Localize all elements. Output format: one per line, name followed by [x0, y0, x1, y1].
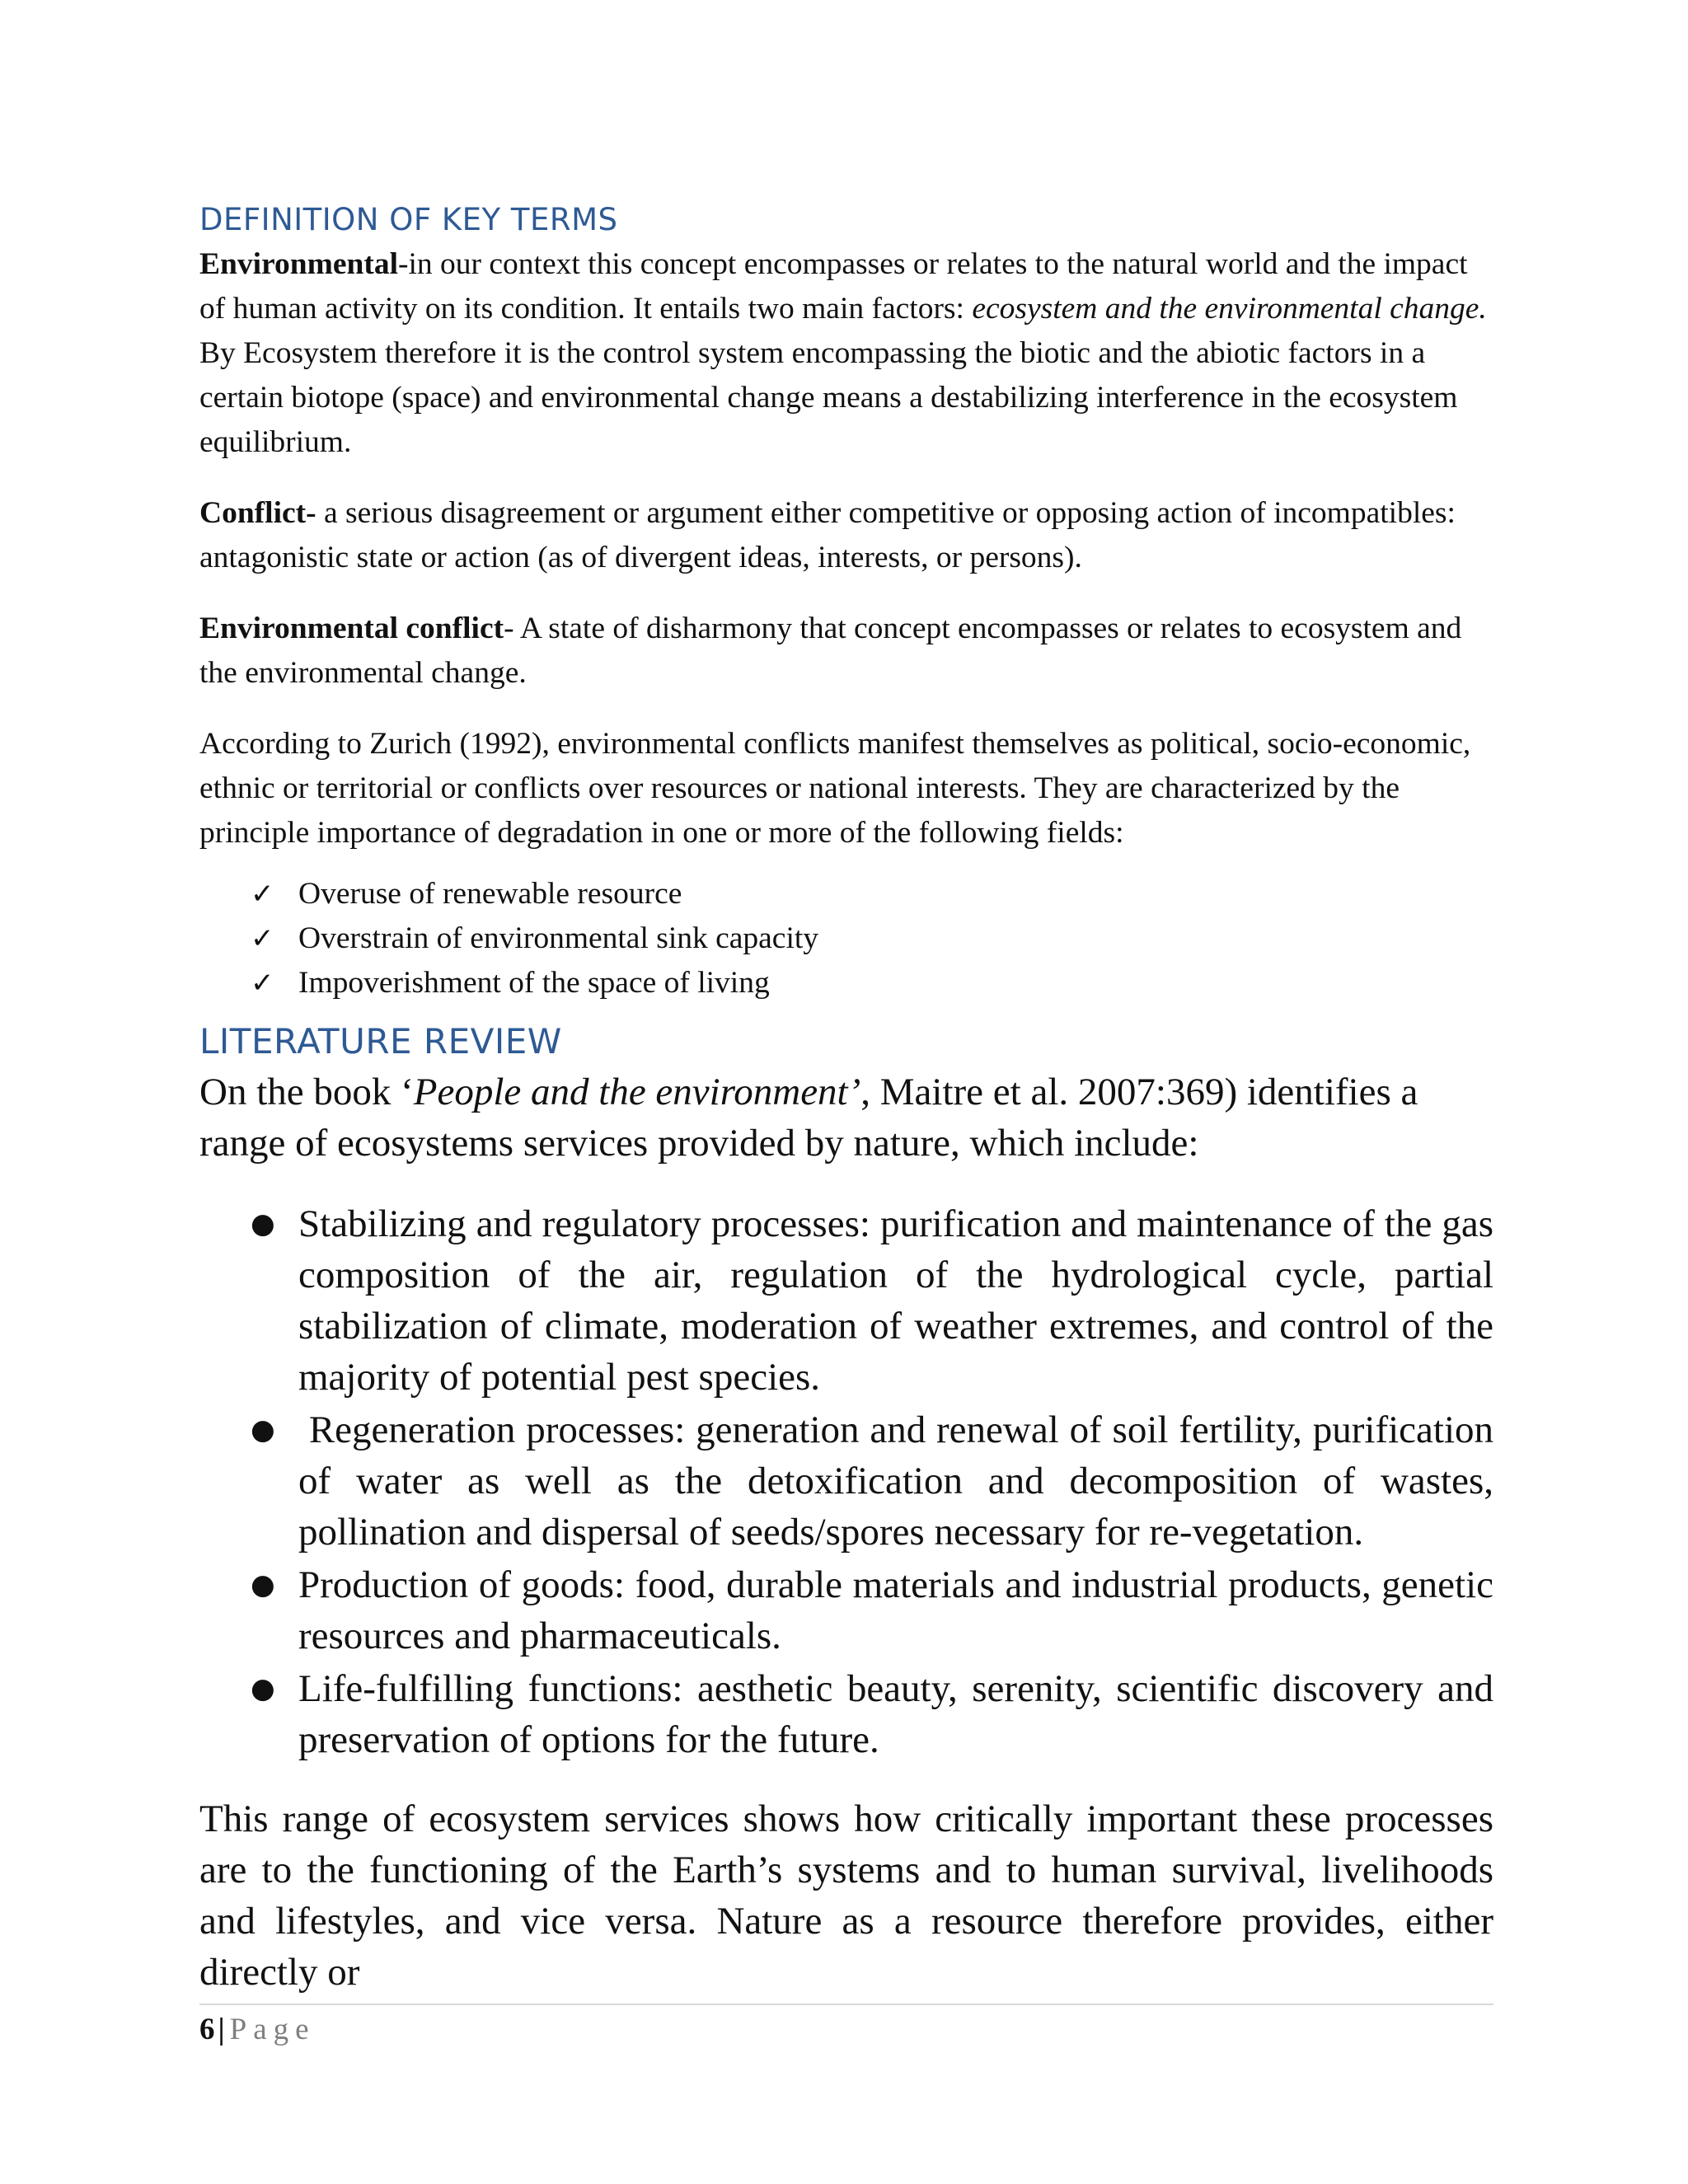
bullet-icon: ● — [251, 1672, 275, 1705]
checkmark-icon: ✓ — [251, 922, 274, 955]
definition-environmental-conflict — [199, 607, 1493, 696]
zurich-paragraph: According to Zurich (1992), environmental conflicts manifest themselves as political, socio-economic, ethnic or territorial or conflicts over resources or national interests. They are characterized by the principle importance of degradation in one or more of the following fields: — [199, 727, 1471, 850]
definition-environmental-text2: By Ecosystem therefore it is the control system encompassing the biotic and the abiotic factors in a certain biotope (space) and environmental change means a destabilizing interference in the ecosystem equilibrium. — [199, 336, 1458, 459]
definitions-heading: DEFINITION OF KEY TERMS — [199, 202, 618, 237]
footer-separator: | — [218, 2013, 225, 2046]
definition-environmental-italic: ecosystem and the environmental change. — [972, 292, 1487, 326]
literature-heading: LITERATURE REVIEW — [199, 1021, 562, 1062]
term-environmental-conflict: Environmental conflict — [199, 612, 504, 645]
list-item: ● Production of goods: food, durable materials and industrial products, genetic resources and pharmaceuticals. — [199, 1559, 1493, 1661]
page-content — [199, 198, 1503, 1998]
list-item: ● Regeneration processes: generation and renewal of soil fertility, purification of water as well as the detoxification and decomposition of wastes, pollination and dispersal of seeds/spores necessary for re-vegetation. — [199, 1404, 1493, 1558]
bullet-icon: ● — [251, 1413, 275, 1446]
bullet-icon: ● — [251, 1207, 275, 1240]
list-item: ✓ Overstrain of environmental sink capacity — [199, 916, 1493, 961]
list-item: ✓ Impoverishment of the space of living — [199, 961, 1493, 1005]
definition-environmental-conflict-text: - A state of disharmony that concept encompasses or relates to ecosystem and the environmental change. — [199, 612, 1462, 690]
ecosystem-services-list — [199, 1198, 1503, 1765]
checkmark-icon: ✓ — [251, 878, 274, 911]
page-footer — [199, 2009, 316, 2050]
page-label: Page — [229, 2013, 316, 2046]
bullet-icon: ● — [251, 1568, 275, 1601]
list-item: ✓ Overuse of renewable resource — [199, 872, 1493, 916]
page-number: 6 — [199, 2013, 215, 2046]
definition-environmental — [199, 242, 1493, 465]
list-item: ● Stabilizing and regulatory processes: purification and maintenance of the gas composition of the air, regulation of the hydrological cycle, partial stabilization of climate, moderation of weather extremes, and control of the majority of potential pest species. — [199, 1198, 1493, 1403]
book-title: People and the environment’ — [413, 1071, 861, 1113]
list-item: ● Life-fulfilling functions: aesthetic beauty, serenity, scientific discovery and preservation of options for the future. — [199, 1663, 1493, 1765]
literature-intro: On the book ‘People and the environment’, Maitre et al. 2007:369) identifies a range of ecosystems services provided by nature, which include: — [199, 1071, 1418, 1165]
checkmark-icon: ✓ — [251, 967, 274, 1000]
closing-paragraph: This range of ecosystem services shows how critically important these processes are to the functioning of the Earth’s systems and to human survival, livelihoods and lifestyles, and vice versa. Nature as a resource therefore provides, either directly or — [199, 1797, 1493, 1994]
term-conflict: Conflict- — [199, 496, 316, 530]
definition-conflict — [199, 491, 1493, 580]
check-list — [199, 872, 1493, 1005]
definition-environmental-text1: -in our context this concept encompasses or relates to the natural world and the impact of human activity on its condition. It entails two main factors: — [199, 247, 1468, 326]
footer-divider — [199, 2004, 1493, 2005]
definition-conflict-text: a serious disagreement or argument either competitive or opposing action of incompatibles: antagonistic state or action (as of divergent ideas, interests, or persons). — [199, 496, 1456, 574]
term-environmental: Environmental — [199, 247, 399, 281]
